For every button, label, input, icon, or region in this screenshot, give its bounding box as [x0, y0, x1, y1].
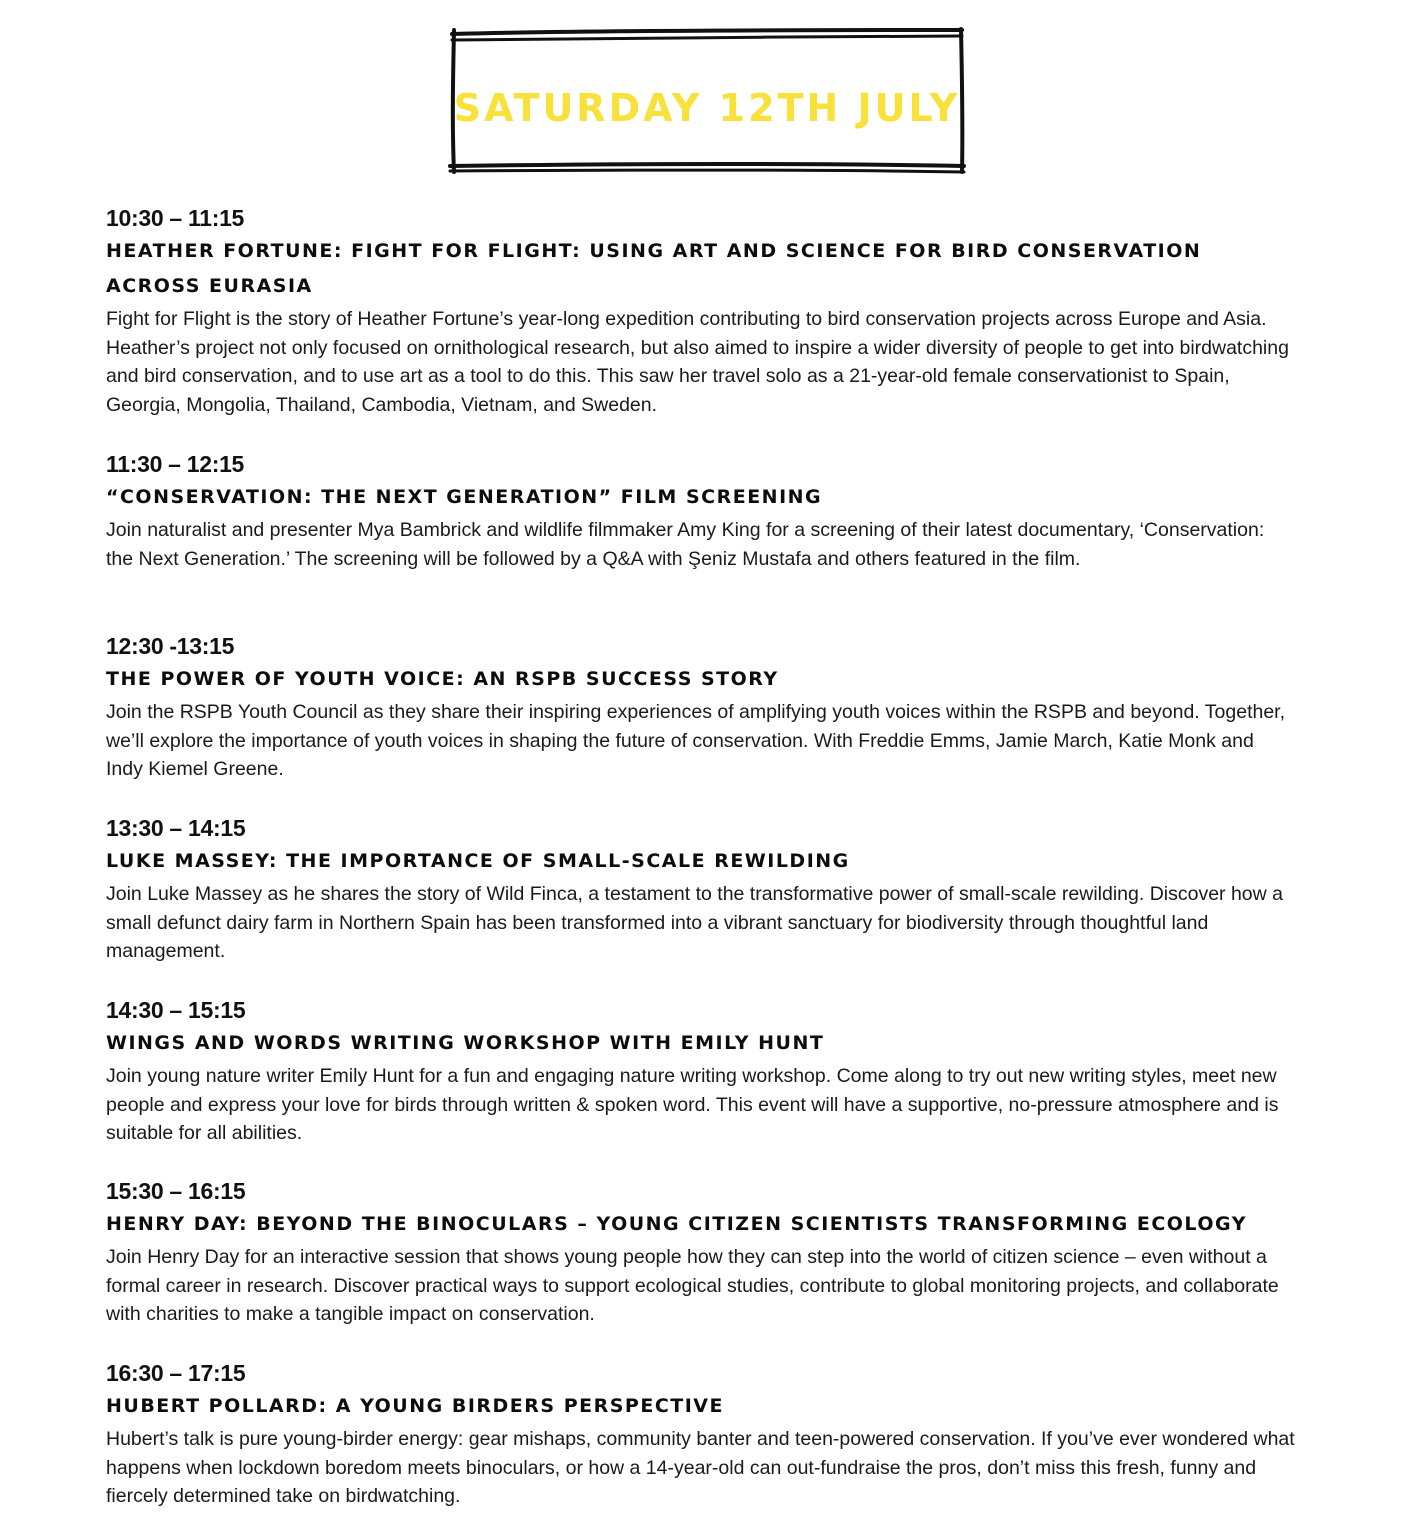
event-item	[106, 995, 1296, 1148]
event-title: THE POWER OF YOUTH VOICE: AN RSPB SUCCESS STORY	[106, 668, 779, 690]
event-item	[106, 1176, 1296, 1329]
event-description: Join young nature writer Emily Hunt for a fun and engaging nature writing workshop. Come along to try out new writing styles, meet new people and express your love for birds through written & spoken word. This event will have a supportive, no-pressure atmosphere and is suitable for all abilities.	[106, 1065, 1279, 1145]
event-title: WINGS AND WORDS WRITING WORKSHOP WITH EMILY HUNT	[106, 1032, 825, 1054]
event-time: 13:30 – 14:15	[106, 815, 246, 841]
event-item	[106, 1358, 1296, 1511]
event-time: 16:30 – 17:15	[106, 1360, 246, 1386]
event-title: HUBERT POLLARD: A YOUNG BIRDERS PERSPECTIVE	[106, 1395, 724, 1417]
event-time: 15:30 – 16:15	[106, 1178, 246, 1204]
date-header	[446, 26, 968, 176]
event-item	[106, 813, 1296, 966]
event-title: HENRY DAY: BEYOND THE BINOCULARS – YOUNG CITIZEN SCIENTISTS TRANSFORMING ECOLOGY	[106, 1213, 1247, 1235]
event-time: 11:30 – 12:15	[106, 451, 245, 477]
event-title: “CONSERVATION: THE NEXT GENERATION” FILM SCREENING	[106, 486, 823, 508]
event-item	[106, 631, 1296, 784]
event-description: Hubert’s talk is pure young-birder energy: gear mishaps, community banter and teen-powered conservation. If you’ve ever wondered what happens when lockdown boredom meets binoculars, or how a 14-year-old can out-fundraise the pros, don’t miss this fresh, funny and fiercely determined take on birdwatching.	[106, 1428, 1295, 1508]
event-title: HEATHER FORTUNE: FIGHT FOR FLIGHT: USING ART AND SCIENCE FOR BIRD CONSERVATION ACROSS EURASIA	[106, 240, 1202, 297]
event-title: LUKE MASSEY: THE IMPORTANCE OF SMALL-SCALE REWILDING	[106, 850, 850, 872]
event-time: 14:30 – 15:15	[106, 997, 246, 1023]
event-time: 12:30 -13:15	[106, 633, 235, 659]
event-description: Join Luke Massey as he shares the story of Wild Finca, a testament to the transformative power of small-scale rewilding. Discover how a small defunct dairy farm in Northern Spain has been transformed into a vibrant sanctuary for biodiversity through thoughtful land management.	[106, 883, 1283, 963]
event-description: Join the RSPB Youth Council as they share their inspiring experiences of amplifying youth voices within the RSPB and beyond. Together, we’ll explore the importance of youth voices in shaping the future of conservation. With Freddie Emms, Jamie March, Katie Monk and Indy Kiemel Greene.	[106, 701, 1286, 781]
page-title: SATURDAY 12TH JULY	[453, 86, 961, 130]
event-item	[106, 449, 1296, 573]
event-item	[106, 203, 1296, 420]
event-time: 10:30 – 11:15	[106, 205, 245, 231]
event-description: Fight for Flight is the story of Heather Fortune’s year-long expedition contributing to bird conservation projects across Europe and Asia. Heather’s project not only focused on ornithological research, but also aimed to inspire a wider diversity of people to get into birdwatching and bird conservation, and to use art as a tool to do this. This saw her travel solo as a 21-year-old female conservationist to Spain, Georgia, Mongolia, Thailand, Cambodia, Vietnam, and Sweden.	[106, 308, 1289, 417]
event-description: Join naturalist and presenter Mya Bambrick and wildlife filmmaker Amy King for a screening of their latest documentary, ‘Conservation: the Next Generation.’ The screening will be followed by a Q&A with Şeniz Mustafa and others featured in the film.	[106, 519, 1265, 570]
event-description: Join Henry Day for an interactive session that shows young people how they can step into the world of citizen science – even without a formal career in research. Discover practical ways to support ecological studies, contribute to global monitoring projects, and collaborate with charities to make a tangible impact on conservation.	[106, 1246, 1279, 1326]
